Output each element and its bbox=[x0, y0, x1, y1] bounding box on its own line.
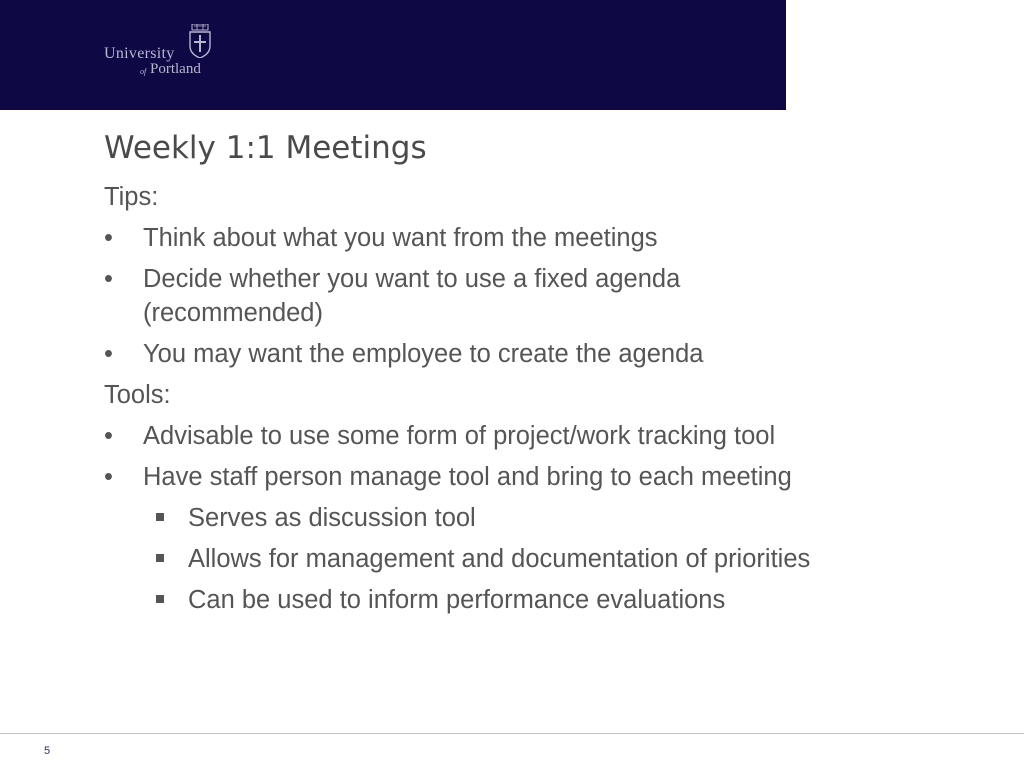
list-item bbox=[104, 262, 864, 330]
bullet-icon: • bbox=[104, 265, 113, 293]
tips-list bbox=[104, 221, 864, 371]
university-seal-icon bbox=[188, 24, 212, 58]
slide-body bbox=[104, 180, 864, 624]
university-logo bbox=[104, 24, 220, 80]
logo-wordmark-portland: Portland bbox=[150, 61, 201, 77]
bullet-icon: • bbox=[104, 422, 113, 450]
sub-bullet-text: Serves as discussion tool bbox=[188, 504, 476, 532]
bullet-icon: • bbox=[104, 463, 113, 491]
bullet-text: Have staff person manage tool and bring to each meeting bbox=[143, 463, 792, 491]
square-bullet-icon bbox=[156, 554, 164, 562]
footer-divider bbox=[0, 733, 1024, 734]
sub-bullet-list bbox=[143, 501, 864, 617]
sub-list-item bbox=[143, 542, 864, 576]
square-bullet-icon bbox=[156, 595, 164, 603]
logo-wordmark-of: of bbox=[140, 67, 147, 76]
tools-label: Tools: bbox=[104, 381, 171, 409]
tools-list bbox=[104, 419, 864, 617]
sub-bullet-text: Allows for management and documentation of priorities bbox=[188, 545, 811, 573]
slide-title: Weekly 1:1 Meetings bbox=[104, 130, 427, 166]
bullet-icon: • bbox=[104, 340, 113, 368]
square-bullet-icon bbox=[156, 513, 164, 521]
bullet-icon: • bbox=[104, 224, 113, 252]
bullet-text: You may want the employee to create the agenda bbox=[143, 340, 704, 368]
logo-wordmark-university: University bbox=[104, 45, 175, 62]
list-item bbox=[104, 419, 864, 453]
list-item bbox=[104, 460, 864, 617]
sub-list-item bbox=[143, 583, 864, 617]
header-band bbox=[0, 0, 786, 110]
bullet-text: Advisable to use some form of project/work tracking tool bbox=[143, 422, 776, 450]
page-number: 5 bbox=[44, 745, 51, 757]
list-item bbox=[104, 337, 864, 371]
list-item bbox=[104, 221, 864, 255]
bullet-text: Think about what you want from the meetings bbox=[143, 224, 658, 252]
sub-bullet-text: Can be used to inform performance evaluations bbox=[188, 586, 726, 614]
bullet-text: Decide whether you want to use a fixed agenda (recommended) bbox=[143, 265, 681, 327]
tips-label: Tips: bbox=[104, 183, 159, 211]
sub-list-item bbox=[143, 501, 864, 535]
